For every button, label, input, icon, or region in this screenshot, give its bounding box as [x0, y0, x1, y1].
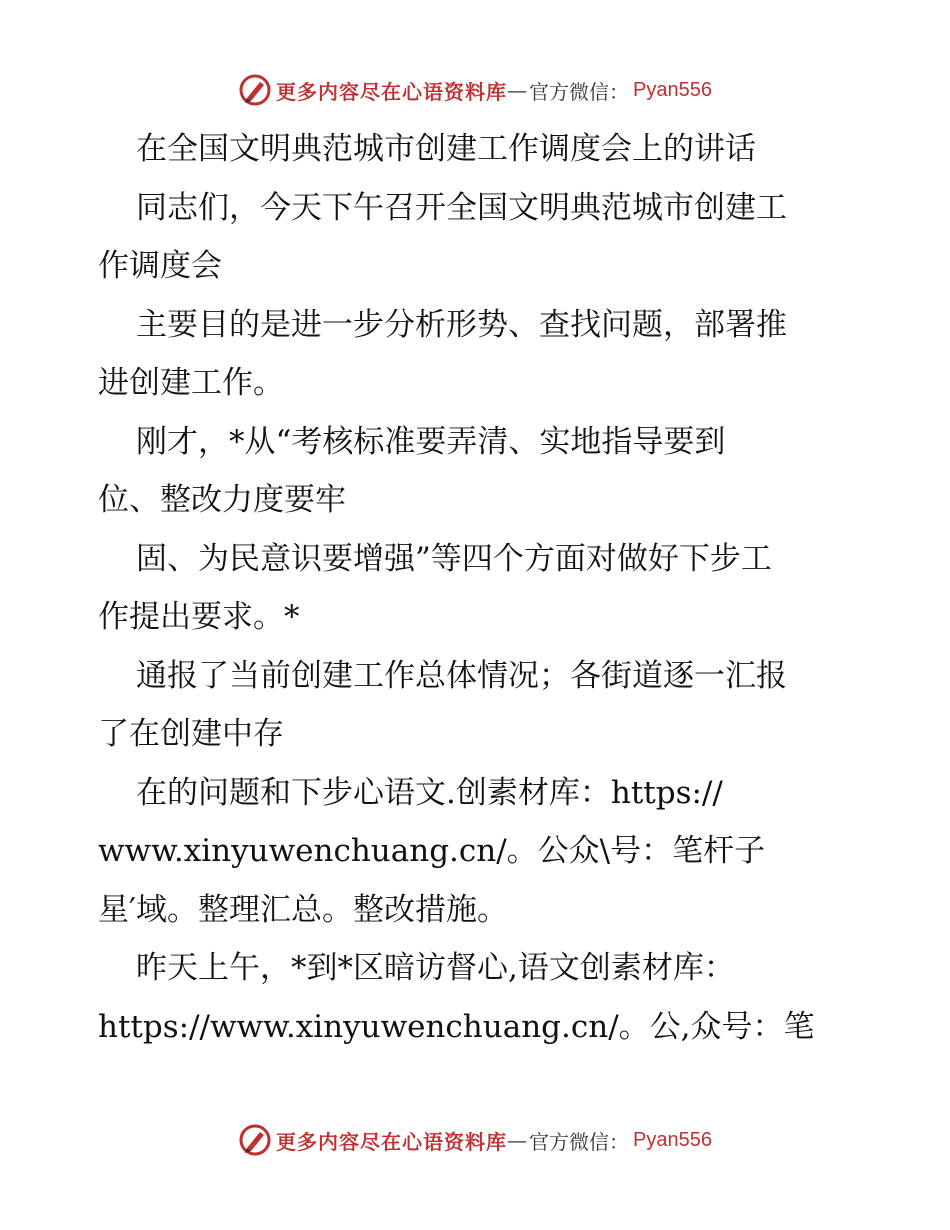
banner-brand-text: 更多内容尽在心语资料库 [276, 1129, 508, 1154]
banner-wechat-label: 官方微信： [529, 1129, 630, 1154]
banner-dash: — [507, 78, 528, 102]
document-title: 在全国文明典范城市创建工作调度会上的讲话 [136, 131, 756, 167]
text-line: 了在创建中存 [98, 716, 284, 752]
text-line: https://www.xinyuwenchuang.cn/。公,众号：笔 [98, 1008, 815, 1045]
text-line: 昨天上午，*到*区暗访督心,语文创素材库： [136, 950, 735, 986]
text-line: 固、为民意识要增强”等四个方面对做好下步工 [136, 540, 772, 577]
text-line: 通报了当前创建工作总体情况；各街道逐一汇报 [136, 657, 787, 694]
text-line: 进创建工作。 [98, 365, 284, 401]
text-line: 作调度会 [98, 248, 222, 284]
pen-logo-icon [238, 1123, 272, 1157]
header-banner [0, 70, 950, 110]
text-line: 位、整改力度要牢 [98, 482, 346, 518]
text-line: 主要目的是进一步分析形势、查找问题，部署推 [136, 306, 787, 343]
banner-brand-text: 更多内容尽在心语资料库 [276, 79, 508, 104]
document-body [98, 120, 858, 1056]
banner-wechat-id: Pyan556 [633, 1128, 712, 1151]
text-line: www.xinyuwenchuang.cn/。公众\号：笔杆子 [98, 833, 766, 869]
text-line: 刚才，*从“考核标准要弄清、实地指导要到 [136, 423, 726, 460]
text-line: 在的问题和下步心语文.创素材库：https:// [136, 774, 723, 811]
banner-dash: — [507, 1128, 528, 1152]
footer-banner [0, 1120, 950, 1160]
text-line: 星′域。整理汇总。整改措施。 [98, 891, 509, 928]
banner-wechat-label: 官方微信： [529, 79, 630, 104]
banner-wechat-id: Pyan556 [633, 78, 712, 101]
text-line: 同志们，今天下午召开全国文明典范城市创建工 [136, 189, 787, 226]
pen-logo-icon [238, 73, 272, 107]
text-line: 作提出要求。* [98, 599, 300, 635]
